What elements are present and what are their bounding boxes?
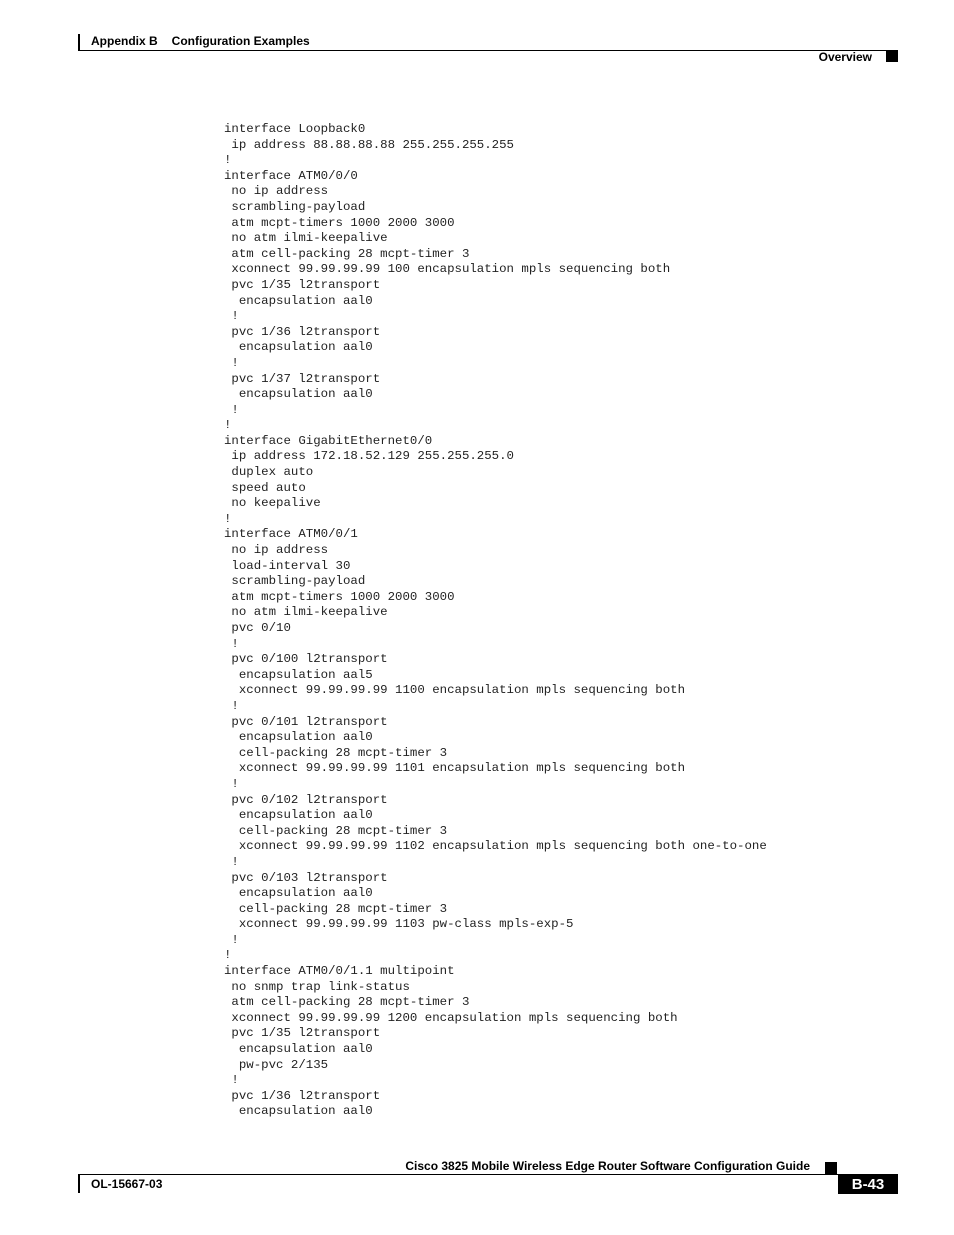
footer-marker (825, 1162, 837, 1174)
config-code-block (224, 122, 767, 1120)
code-line: scrambling-payload (224, 199, 366, 214)
code-line: encapsulation aal0 (224, 730, 373, 745)
code-line: duplex auto (224, 465, 314, 480)
code-line: no snmp trap link-status (224, 979, 410, 994)
code-line: scrambling-payload (224, 574, 366, 589)
code-line: xconnect 99.99.99.99 1101 encapsulation mpls sequencing both (224, 761, 686, 776)
code-line: ip address 88.88.88.88 255.255.255.255 (224, 137, 514, 152)
chapter-title: Configuration Examples (171, 34, 310, 48)
code-line: ! (224, 309, 239, 324)
code-line: pvc 0/101 l2transport (224, 714, 388, 729)
code-line: no atm ilmi-keepalive (224, 605, 388, 620)
code-line: ! (224, 698, 239, 713)
code-line: interface Loopback0 (224, 122, 366, 136)
section-title: Overview (818, 50, 872, 64)
code-line: load-interval 30 (224, 558, 351, 573)
code-line: pvc 0/10 (224, 621, 291, 635)
code-line: ! (224, 932, 239, 947)
code-line: xconnect 99.99.99.99 1102 encapsulation mpls sequencing both one-to-one (224, 839, 767, 854)
code-line: speed auto (224, 480, 306, 495)
code-line: atm cell-packing 28 mcpt-timer 3 (224, 995, 470, 1010)
appendix-label: Appendix B (91, 34, 158, 48)
code-line: ! (224, 355, 239, 370)
code-line: ! (224, 948, 232, 963)
code-line: xconnect 99.99.99.99 1200 encapsulation mpls sequencing both (224, 1010, 678, 1025)
code-line: no ip address (224, 543, 329, 558)
code-line: xconnect 99.99.99.99 1100 encapsulation mpls sequencing both (224, 683, 686, 698)
code-line: ip address 172.18.52.129 255.255.255.0 (224, 449, 514, 464)
code-line: xconnect 99.99.99.99 100 encapsulation mpls sequencing both (224, 262, 671, 277)
code-line: ! (224, 776, 239, 791)
code-line: encapsulation aal0 (224, 886, 373, 901)
code-line: cell-packing 28 mcpt-timer 3 (224, 745, 448, 760)
code-line: encapsulation aal0 (224, 1104, 373, 1119)
code-line: encapsulation aal5 (224, 667, 373, 682)
guide-title: Cisco 3825 Mobile Wireless Edge Router Software Configuration Guide (405, 1159, 810, 1173)
code-line: pvc 1/37 l2transport (224, 371, 381, 386)
code-line: pvc 1/36 l2transport (224, 324, 381, 339)
running-header (78, 34, 310, 50)
code-line: no ip address (224, 184, 329, 199)
code-line: no atm ilmi-keepalive (224, 231, 388, 246)
code-line: pvc 0/103 l2transport (224, 870, 388, 885)
code-line: cell-packing 28 mcpt-timer 3 (224, 823, 448, 838)
code-line: interface ATM0/0/1.1 multipoint (224, 964, 455, 979)
code-line: encapsulation aal0 (224, 1042, 373, 1057)
code-line: pvc 0/102 l2transport (224, 792, 388, 807)
code-line: pvc 1/35 l2transport (224, 277, 381, 292)
code-line: atm mcpt-timers 1000 2000 3000 (224, 589, 455, 604)
code-line: pw-pvc 2/135 (224, 1057, 329, 1072)
header-marker (886, 50, 898, 62)
code-line: xconnect 99.99.99.99 1103 pw-class mpls-exp-5 (224, 917, 574, 932)
code-line: pvc 1/35 l2transport (224, 1026, 381, 1041)
code-line: encapsulation aal0 (224, 293, 373, 308)
code-line: ! (224, 402, 239, 417)
code-line: ! (224, 418, 232, 433)
code-line: pvc 1/36 l2transport (224, 1088, 381, 1103)
code-line: ! (224, 1073, 239, 1088)
footer-rule (78, 1174, 898, 1175)
code-line: ! (224, 636, 239, 651)
code-line: pvc 0/100 l2transport (224, 652, 388, 667)
code-line: atm mcpt-timers 1000 2000 3000 (224, 215, 455, 230)
code-line: encapsulation aal0 (224, 387, 373, 402)
page-number: B-43 (838, 1175, 898, 1194)
code-line: encapsulation aal0 (224, 808, 373, 823)
code-line: no keepalive (224, 496, 321, 511)
code-line: interface GigabitEthernet0/0 (224, 433, 433, 448)
header-rule (78, 50, 898, 51)
code-line: ! (224, 854, 239, 869)
code-line: atm cell-packing 28 mcpt-timer 3 (224, 246, 470, 261)
code-line: interface ATM0/0/0 (224, 168, 358, 183)
code-line: cell-packing 28 mcpt-timer 3 (224, 901, 448, 916)
code-line: interface ATM0/0/1 (224, 527, 358, 542)
doc-number: OL-15667-03 (78, 1174, 162, 1193)
code-line: ! (224, 153, 232, 168)
code-line: ! (224, 511, 232, 526)
code-line: encapsulation aal0 (224, 340, 373, 355)
